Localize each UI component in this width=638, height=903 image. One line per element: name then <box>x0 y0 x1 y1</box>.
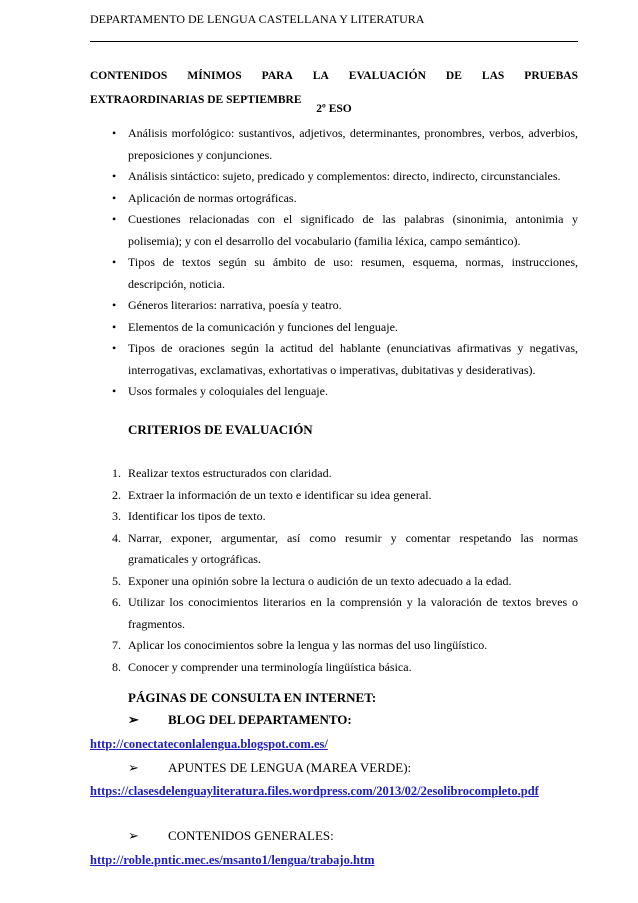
title-word: DE <box>445 70 462 82</box>
list-item: • Géneros literarios: narrativa, poesía y teatro. <box>90 295 578 317</box>
list-item: 3. Identificar los tipos de texto. <box>90 506 578 528</box>
bullet-icon: • <box>112 169 117 183</box>
item-number: 5. <box>112 573 121 588</box>
item-number: 8. <box>112 659 121 674</box>
list-item: • Aplicación de normas ortográficas. <box>90 188 578 210</box>
course-label: 2º ESO <box>316 103 352 115</box>
criteria-list <box>90 463 578 678</box>
bullet-icon: • <box>112 212 117 226</box>
title-word: PARA <box>261 70 293 82</box>
list-item: • Análisis sintáctico: sujeto, predicado y complementos: directo, indirecto, circunstanciales. <box>90 166 578 188</box>
bullet-icon: • <box>112 190 117 205</box>
bullet-icon: • <box>112 126 117 140</box>
item-number: 4. <box>112 530 121 545</box>
header-divider <box>90 41 578 42</box>
criteria-heading: CRITERIOS DE EVALUACIÓN <box>128 422 313 437</box>
resource-label-contents: ➢ CONTENIDOS GENERALES: <box>128 828 334 843</box>
title-word: MÍNIMOS <box>187 70 242 82</box>
title-word: EVALUACIÓN <box>348 70 426 82</box>
title-word: CONTENIDOS <box>90 70 168 82</box>
list-item: 6. Utilizar los conocimientos literarios en la comprensión y la valoración de textos breves o fragmentos. <box>90 592 578 635</box>
list-item: 2. Extraer la información de un texto e identificar su idea general. <box>90 485 578 507</box>
contents-link[interactable]: http://roble.pntic.mec.es/msanto1/lengua/trabajo.htm <box>90 853 375 867</box>
bullet-icon: • <box>112 298 117 312</box>
arrow-bullet-icon: ➢ <box>128 828 139 843</box>
item-number: 1. <box>112 466 121 480</box>
list-item: 7. Aplicar los conocimientos sobre la lengua y las normas del uso lingüístico. <box>90 635 578 657</box>
contents-list <box>90 123 578 403</box>
list-item: 4. Narrar, exponer, argumentar, así como resumir y comentar respetando las normas gramaticales y ortográficas. <box>90 528 578 571</box>
bullet-icon: • <box>112 341 117 355</box>
bullet-icon: • <box>112 384 117 398</box>
list-item: • Tipos de oraciones según la actitud del hablante (enunciativas afirmativas y negativas, interrogativas, exclamativas, exhortativas o imperativas, dubitativas y desiderativas). <box>90 338 578 381</box>
arrow-bullet-icon: ➢ <box>128 712 139 727</box>
resource-label-notes: ➢ APUNTES DE LENGUA (MAREA VERDE): <box>128 760 412 775</box>
list-item: • Tipos de textos según su ámbito de uso: resumen, esquema, normas, instrucciones, descripción, noticia. <box>90 252 578 295</box>
list-item: 5. Exponer una opinión sobre la lectura o audición de un texto adecuado a la edad. <box>90 571 578 593</box>
resource-label-blog: ➢ BLOG DEL DEPARTAMENTO: <box>128 712 352 727</box>
title-word: PRUEBAS <box>524 70 578 82</box>
list-item: • Elementos de la comunicación y funciones del lenguaje. <box>90 317 578 339</box>
title-word: LAS <box>481 70 505 82</box>
bullet-icon: • <box>112 255 117 269</box>
title-line-1 <box>90 64 578 88</box>
web-resources-heading: PÁGINAS DE CONSULTA EN INTERNET: <box>128 690 377 705</box>
list-item: • Cuestiones relacionadas con el significado de las palabras (sinonimia, antonimia y polisemia); y con el desarrollo del vocabulario (familia léxica, campo semántico). <box>90 209 578 252</box>
item-number: 7. <box>112 638 121 652</box>
title-word: LA <box>312 70 329 82</box>
item-number: 6. <box>112 595 121 609</box>
list-item: • Usos formales y coloquiales del lenguaje. <box>90 381 578 403</box>
list-item: 8. Conocer y comprender una terminología lingüística básica. <box>90 657 578 679</box>
list-item: 1. Realizar textos estructurados con claridad. <box>90 463 578 485</box>
bullet-icon: • <box>112 319 117 334</box>
blog-link[interactable]: http://conectateconlalengua.blogspot.com.es/ <box>90 737 328 751</box>
arrow-bullet-icon: ➢ <box>128 760 139 775</box>
department-header: DEPARTAMENTO DE LENGUA CASTELLANA Y LITERATURA <box>90 12 425 26</box>
title-line-2: EXTRAORDINARIAS DE SEPTIEMBRE <box>90 94 302 106</box>
item-number: 3. <box>112 509 121 523</box>
item-number: 2. <box>112 487 121 502</box>
notes-link[interactable]: https://clasesdelenguayliteratura.files.wordpress.com/2013/02/2esolibrocompleto.pdf <box>90 784 539 798</box>
list-item: • Análisis morfológico: sustantivos, adjetivos, determinantes, pronombres, verbos, adverbios, preposiciones y conjunciones. <box>90 123 578 166</box>
